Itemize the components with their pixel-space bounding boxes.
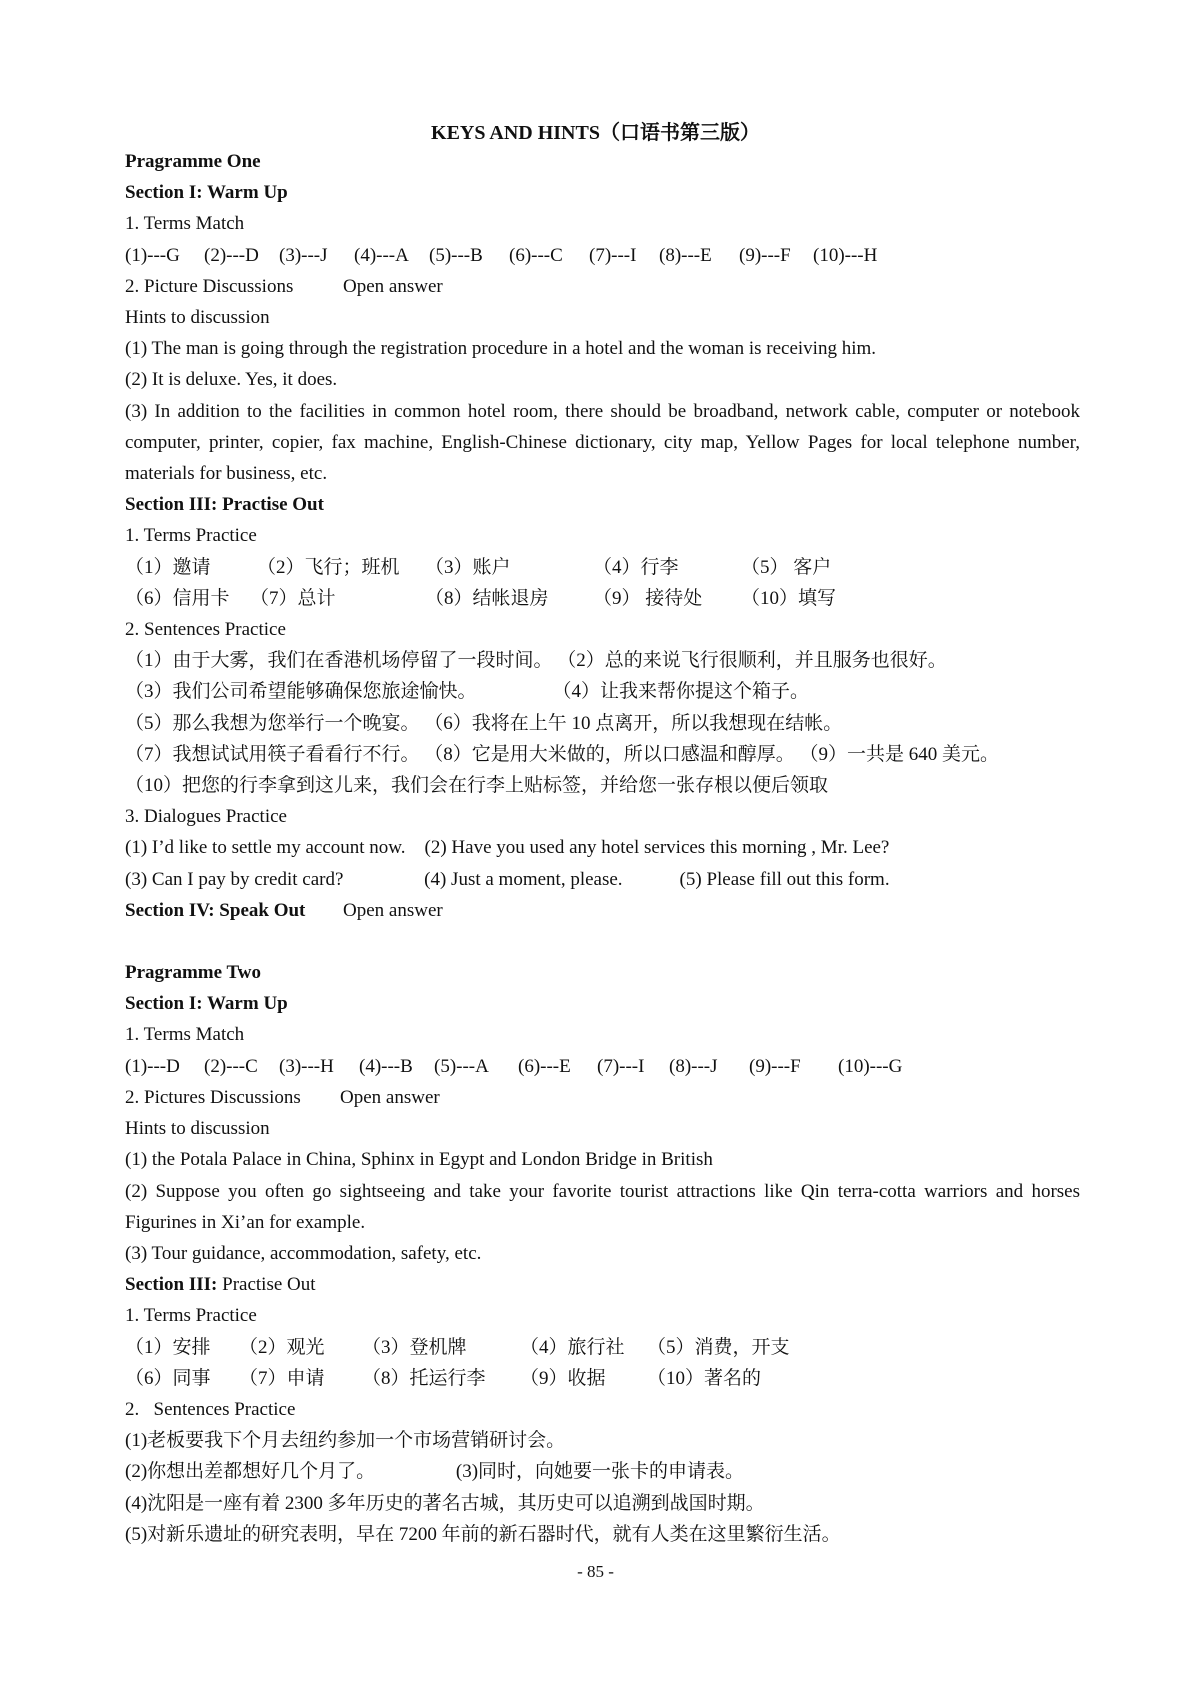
p1-match-answer: (5)---B <box>429 244 483 266</box>
p1-term: （9） 接待处 <box>593 587 703 609</box>
p1-dialogue-line: (1) I’d like to settle my account now. (2) Have you used any hotel services this morning , Mr. Lee? <box>125 837 890 859</box>
p1-sentence-line: （7）我想试试用筷子看看行不行。 （8）它是用大米做的，所以口感温和醇厚。 （9）一共是 640 美元。 <box>125 743 1000 765</box>
p1-match-answer: (4)---A <box>354 244 409 266</box>
page-number: - 85 - <box>577 1562 614 1581</box>
p2-terms-match-label: 1. Terms Match <box>125 1024 245 1046</box>
p1-match-answers <box>125 240 1080 271</box>
p2-sentence-line: (4)沈阳是一座有着 2300 多年历史的著名古城，其历史可以追溯到战国时期。 <box>125 1492 765 1514</box>
p1-term: （4）行李 <box>593 556 679 578</box>
p2-term: （1）安排 <box>125 1336 211 1358</box>
p1-match-answer: (7)---I <box>589 244 637 266</box>
p1-term: （2）飞行；班机 <box>257 556 400 578</box>
p2-match-answer: (8)---J <box>669 1055 718 1077</box>
p1-dialogues-practice-label: 3. Dialogues Practice <box>125 806 287 828</box>
p2-term: （9）收据 <box>520 1367 606 1389</box>
p2-sentence-line: (1)老板要我下个月去纽约参加一个市场营销研讨会。 <box>125 1430 566 1452</box>
p2-sentences-practice-label: 2. Sentences Practice <box>125 1398 296 1420</box>
p2-terms-practice-label: 1. Terms Practice <box>125 1305 257 1327</box>
p1-match-answer: (2)---D <box>204 244 259 266</box>
p1-sentence-line: （3）我们公司希望能够确保您旅途愉快。 （4）让我来帮你提这个箱子。 <box>125 681 810 703</box>
p1-sentence-line: （1）由于大雾，我们在香港机场停留了一段时间。 （2）总的来说飞行很顺利，并且服务也很好。 <box>125 650 947 672</box>
p2-match-answer: (2)---C <box>204 1055 258 1077</box>
p1-section-4-value: Open answer <box>343 899 443 921</box>
p2-terms-row-1 <box>125 1332 1080 1363</box>
p1-terms-practice-label: 1. Terms Practice <box>125 525 257 547</box>
p2-section-3-heading <box>125 1269 1080 1300</box>
p1-hint-1: (1) The man is going through the registration procedure in a hotel and the woman is receiving him. <box>125 338 877 360</box>
p1-terms-row-2 <box>125 583 1080 614</box>
p1-sentence-line: （5）那么我想为您举行一个晚宴。 （6）我将在上午 10 点离开，所以我想现在结帐。 <box>125 712 843 734</box>
p1-hint-2: (2) It is deluxe. Yes, it does. <box>125 369 338 391</box>
p2-term: （4）旅行社 <box>520 1336 625 1358</box>
p1-match-answer: (9)---F <box>739 244 791 266</box>
p2-term: （10）著名的 <box>647 1367 762 1389</box>
p2-term: （2）观光 <box>239 1336 325 1358</box>
p1-section-3-heading: Section III: Practise Out <box>125 494 324 516</box>
p1-section-4-heading: Section IV: Speak Out <box>125 899 306 921</box>
p2-term: （8）托运行李 <box>362 1367 486 1389</box>
p1-term: （7）总计 <box>250 587 336 609</box>
p2-match-answer: (6)---E <box>518 1055 571 1077</box>
p1-match-answer: (1)---G <box>125 244 180 266</box>
p2-match-answers <box>125 1051 1080 1082</box>
p1-picture-discussions-label: 2. Picture Discussions <box>125 275 294 297</box>
p1-sentences-practice-label: 2. Sentences Practice <box>125 619 286 641</box>
p2-hint-3: (3) Tour guidance, accommodation, safety, etc. <box>125 1242 482 1264</box>
p2-terms-row-2 <box>125 1363 1080 1394</box>
p1-term: （8）结帐退房 <box>425 587 549 609</box>
p2-picture-discussions-label: 2. Pictures Discussions <box>125 1086 301 1108</box>
p1-terms-row-1 <box>125 552 1080 583</box>
p2-hint-2: (2) Suppose you often go sightseeing and take your favorite tourist attractions like Qin terra-cotta warriors and horses Figurines in Xi’an for example. <box>125 1180 1080 1233</box>
p2-match-answer: (10)---G <box>838 1055 903 1077</box>
p2-term: （6）同事 <box>125 1367 211 1389</box>
p2-picture-discussions-value: Open answer <box>340 1086 440 1108</box>
p1-sentence-line: （10）把您的行李拿到这儿来，我们会在行李上贴标签，并给您一张存根以便后领取 <box>125 775 829 797</box>
p2-section-3-rest: Practise Out <box>217 1274 316 1296</box>
programme-two-heading: Pragramme Two <box>125 962 261 984</box>
p2-sentence-line: (5)对新乐遗址的研究表明，早在 7200 年前的新石器时代，就有人类在这里繁衍生活。 <box>125 1523 841 1545</box>
p1-dialogue-line: (3) Can I pay by credit card? (4) Just a moment, please. (5) Please fill out this form. <box>125 868 890 890</box>
page-content <box>125 146 1080 1550</box>
p2-match-answer: (4)---B <box>359 1055 413 1077</box>
p1-section-4-row <box>125 895 1080 926</box>
p2-term: （7）申请 <box>239 1367 325 1389</box>
programme-one-heading: Pragramme One <box>125 151 261 172</box>
p1-picture-discussions-value: Open answer <box>343 275 443 297</box>
p2-section-1-heading: Section I: Warm Up <box>125 993 288 1015</box>
p2-section-3-bold: Section III: <box>125 1274 218 1296</box>
p1-match-answer: (10)---H <box>813 244 878 266</box>
p1-match-answer: (3)---J <box>279 244 328 266</box>
p2-match-answer: (9)---F <box>749 1055 801 1077</box>
p1-match-answer: (8)---E <box>659 244 712 266</box>
p2-match-answer: (1)---D <box>125 1055 180 1077</box>
p2-match-answer: (3)---H <box>279 1055 334 1077</box>
section-spacer <box>125 926 1080 957</box>
p1-section-1-heading: Section I: Warm Up <box>125 182 288 204</box>
p1-hint-3: (3) In addition to the facilities in common hotel room, there should be broadband, network cable, computer or notebook computer, printer, copier, fax machine, English-Chinese dictionary, city map, Yellow Pages for local telephone number, materials for business, etc. <box>125 400 1080 485</box>
p1-term: （1）邀请 <box>125 556 211 578</box>
p1-term: （3）账户 <box>425 556 511 578</box>
p1-match-answer: (6)---C <box>509 244 563 266</box>
p2-term: （5）消费，开支 <box>647 1336 790 1358</box>
p1-terms-match-label: 1. Terms Match <box>125 213 245 235</box>
p2-match-answer: (7)---I <box>597 1055 645 1077</box>
p2-sentence-line: (2)你想出差都想好几个月了。 (3)同时，向她要一张卡的申请表。 <box>125 1461 745 1483</box>
p2-hints-label: Hints to discussion <box>125 1118 270 1140</box>
page-title: KEYS AND HINTS（口语书第三版） <box>431 122 760 144</box>
p2-term: （3）登机牌 <box>362 1336 467 1358</box>
p1-term: （5） 客户 <box>741 556 832 578</box>
p1-hints-label: Hints to discussion <box>125 307 270 329</box>
p2-picture-discussions-row <box>125 1082 1080 1113</box>
p2-hint-1: (1) the Potala Palace in China, Sphinx in Egypt and London Bridge in British <box>125 1149 713 1171</box>
p2-match-answer: (5)---A <box>434 1055 489 1077</box>
p1-term: （10）填写 <box>741 587 837 609</box>
p1-term: （6）信用卡 <box>125 587 230 609</box>
p1-picture-discussions-row <box>125 271 1080 302</box>
